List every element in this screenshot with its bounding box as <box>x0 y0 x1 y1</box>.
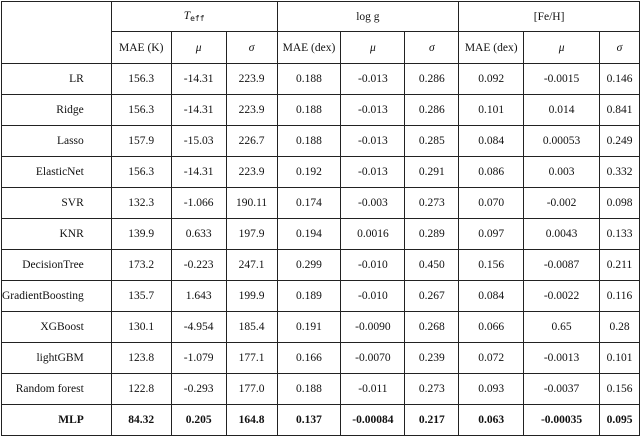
value-cell: 0.156 <box>600 374 640 405</box>
table-row <box>2 95 640 126</box>
model-name-cell: DecisionTree <box>2 250 112 281</box>
value-cell: 0.239 <box>405 343 459 374</box>
value-cell: -0.0022 <box>524 281 600 312</box>
value-cell: -0.013 <box>341 64 405 95</box>
value-cell: 0.633 <box>171 219 226 250</box>
value-cell: 0.0043 <box>524 219 600 250</box>
value-cell: -0.293 <box>171 374 226 405</box>
teff-symbol: T <box>183 10 191 22</box>
value-cell: -0.002 <box>524 188 600 219</box>
value-cell: 0.285 <box>405 126 459 157</box>
value-cell: 0.289 <box>405 219 459 250</box>
value-cell: 0.28 <box>600 312 640 343</box>
value-cell: 0.450 <box>405 250 459 281</box>
value-cell: 0.299 <box>277 250 341 281</box>
value-cell: 0.194 <box>277 219 341 250</box>
value-cell: 0.133 <box>600 219 640 250</box>
value-cell: 0.332 <box>600 157 640 188</box>
value-cell: -0.013 <box>341 157 405 188</box>
value-cell: 0.291 <box>405 157 459 188</box>
value-cell: 0.192 <box>277 157 341 188</box>
value-cell: 156.3 <box>111 157 171 188</box>
value-cell: 0.217 <box>405 405 459 436</box>
value-cell: 0.189 <box>277 281 341 312</box>
value-cell: -0.0070 <box>341 343 405 374</box>
value-cell: -0.0015 <box>524 64 600 95</box>
value-cell: 0.066 <box>459 312 524 343</box>
subheader-cell: MAE (K) <box>111 32 171 64</box>
value-cell: 0.072 <box>459 343 524 374</box>
value-cell: -14.31 <box>171 95 226 126</box>
table-row <box>2 157 640 188</box>
value-cell: 0.268 <box>405 312 459 343</box>
value-cell: 132.3 <box>111 188 171 219</box>
value-cell: -0.0087 <box>524 250 600 281</box>
value-cell: 0.084 <box>459 281 524 312</box>
value-cell: 173.2 <box>111 250 171 281</box>
value-cell: 177.1 <box>226 343 277 374</box>
value-cell: -0.223 <box>171 250 226 281</box>
value-cell: 185.4 <box>226 312 277 343</box>
value-cell: 164.8 <box>226 405 277 436</box>
value-cell: -0.0037 <box>524 374 600 405</box>
value-cell: -0.0013 <box>524 343 600 374</box>
value-cell: 0.267 <box>405 281 459 312</box>
value-cell: 139.9 <box>111 219 171 250</box>
value-cell: 84.32 <box>111 405 171 436</box>
value-cell: 177.0 <box>226 374 277 405</box>
value-cell: 0.098 <box>600 188 640 219</box>
group-header-feh <box>459 2 640 32</box>
value-cell: -0.00084 <box>341 405 405 436</box>
value-cell: 190.11 <box>226 188 277 219</box>
table-row <box>2 126 640 157</box>
value-cell: 0.156 <box>459 250 524 281</box>
model-name-cell: Ridge <box>2 95 112 126</box>
feh-label: [Fe/H] <box>533 10 565 23</box>
subheader-cell: μ <box>341 32 405 64</box>
value-cell: 135.7 <box>111 281 171 312</box>
value-cell: -14.31 <box>171 157 226 188</box>
table-row <box>2 219 640 250</box>
value-cell: 0.095 <box>600 405 640 436</box>
table-row <box>2 374 640 405</box>
teff-subscript: eff <box>190 14 205 23</box>
value-cell: 0.841 <box>600 95 640 126</box>
value-cell: 156.3 <box>111 64 171 95</box>
value-cell: 0.137 <box>277 405 341 436</box>
value-cell: 0.070 <box>459 188 524 219</box>
value-cell: 247.1 <box>226 250 277 281</box>
value-cell: 0.063 <box>459 405 524 436</box>
model-name-cell: MLP <box>2 405 112 436</box>
value-cell: 0.286 <box>405 64 459 95</box>
subheader-cell: MAE (dex) <box>277 32 341 64</box>
value-cell: -1.079 <box>171 343 226 374</box>
table-row <box>2 343 640 374</box>
value-cell: -14.31 <box>171 64 226 95</box>
value-cell: 0.093 <box>459 374 524 405</box>
value-cell: -0.0090 <box>341 312 405 343</box>
value-cell: 0.273 <box>405 188 459 219</box>
value-cell: 123.8 <box>111 343 171 374</box>
results-table <box>1 1 640 436</box>
value-cell: 0.191 <box>277 312 341 343</box>
value-cell: -15.03 <box>171 126 226 157</box>
value-cell: 0.188 <box>277 126 341 157</box>
value-cell: 0.097 <box>459 219 524 250</box>
model-name-cell: KNR <box>2 219 112 250</box>
corner-cell <box>2 2 112 64</box>
value-cell: 0.086 <box>459 157 524 188</box>
value-cell: 0.003 <box>524 157 600 188</box>
group-header-row <box>2 2 640 32</box>
value-cell: -0.010 <box>341 250 405 281</box>
value-cell: 0.65 <box>524 312 600 343</box>
value-cell: 156.3 <box>111 95 171 126</box>
value-cell: 1.643 <box>171 281 226 312</box>
subheader-cell: μ <box>171 32 226 64</box>
group-header-teff <box>111 2 277 32</box>
value-cell: 0.205 <box>171 405 226 436</box>
model-name-cell: ElasticNet <box>2 157 112 188</box>
value-cell: 0.188 <box>277 64 341 95</box>
subheader-cell: μ <box>524 32 600 64</box>
value-cell: 0.286 <box>405 95 459 126</box>
model-name-cell: XGBoost <box>2 312 112 343</box>
group-header-logg <box>277 2 459 32</box>
value-cell: 122.8 <box>111 374 171 405</box>
value-cell: -0.013 <box>341 95 405 126</box>
model-name-cell: Lasso <box>2 126 112 157</box>
value-cell: 0.014 <box>524 95 600 126</box>
table-row <box>2 64 640 95</box>
value-cell: 0.084 <box>459 126 524 157</box>
value-cell: 223.9 <box>226 95 277 126</box>
value-cell: 0.116 <box>600 281 640 312</box>
value-cell: 0.101 <box>600 343 640 374</box>
model-name-cell: GradientBoosting <box>2 281 112 312</box>
value-cell: -0.011 <box>341 374 405 405</box>
table-row <box>2 281 640 312</box>
value-cell: 0.273 <box>405 374 459 405</box>
value-cell: 130.1 <box>111 312 171 343</box>
value-cell: -0.003 <box>341 188 405 219</box>
subheader-cell: MAE (dex) <box>459 32 524 64</box>
value-cell: 0.188 <box>277 374 341 405</box>
results-table-container <box>1 1 640 436</box>
value-cell: 0.249 <box>600 126 640 157</box>
value-cell: 0.188 <box>277 95 341 126</box>
table-row <box>2 312 640 343</box>
logg-label: log g <box>356 10 380 23</box>
model-name-cell: Random forest <box>2 374 112 405</box>
value-cell: -0.013 <box>341 126 405 157</box>
value-cell: -0.00035 <box>524 405 600 436</box>
value-cell: 0.166 <box>277 343 341 374</box>
model-name-cell: SVR <box>2 188 112 219</box>
value-cell: 0.174 <box>277 188 341 219</box>
value-cell: 223.9 <box>226 64 277 95</box>
value-cell: 0.00053 <box>524 126 600 157</box>
value-cell: 226.7 <box>226 126 277 157</box>
subheader-cell: σ <box>405 32 459 64</box>
table-row <box>2 250 640 281</box>
value-cell: -4.954 <box>171 312 226 343</box>
model-name-cell: LR <box>2 64 112 95</box>
value-cell: 197.9 <box>226 219 277 250</box>
value-cell: 0.146 <box>600 64 640 95</box>
value-cell: 0.211 <box>600 250 640 281</box>
value-cell: 157.9 <box>111 126 171 157</box>
value-cell: 0.0016 <box>341 219 405 250</box>
value-cell: 0.101 <box>459 95 524 126</box>
value-cell: 0.092 <box>459 64 524 95</box>
value-cell: 199.9 <box>226 281 277 312</box>
table-row <box>2 405 640 436</box>
model-name-cell: lightGBM <box>2 343 112 374</box>
table-row <box>2 188 640 219</box>
subheader-cell: σ <box>600 32 640 64</box>
value-cell: -0.010 <box>341 281 405 312</box>
value-cell: 223.9 <box>226 157 277 188</box>
subheader-cell: σ <box>226 32 277 64</box>
value-cell: -1.066 <box>171 188 226 219</box>
table-body <box>2 64 640 436</box>
